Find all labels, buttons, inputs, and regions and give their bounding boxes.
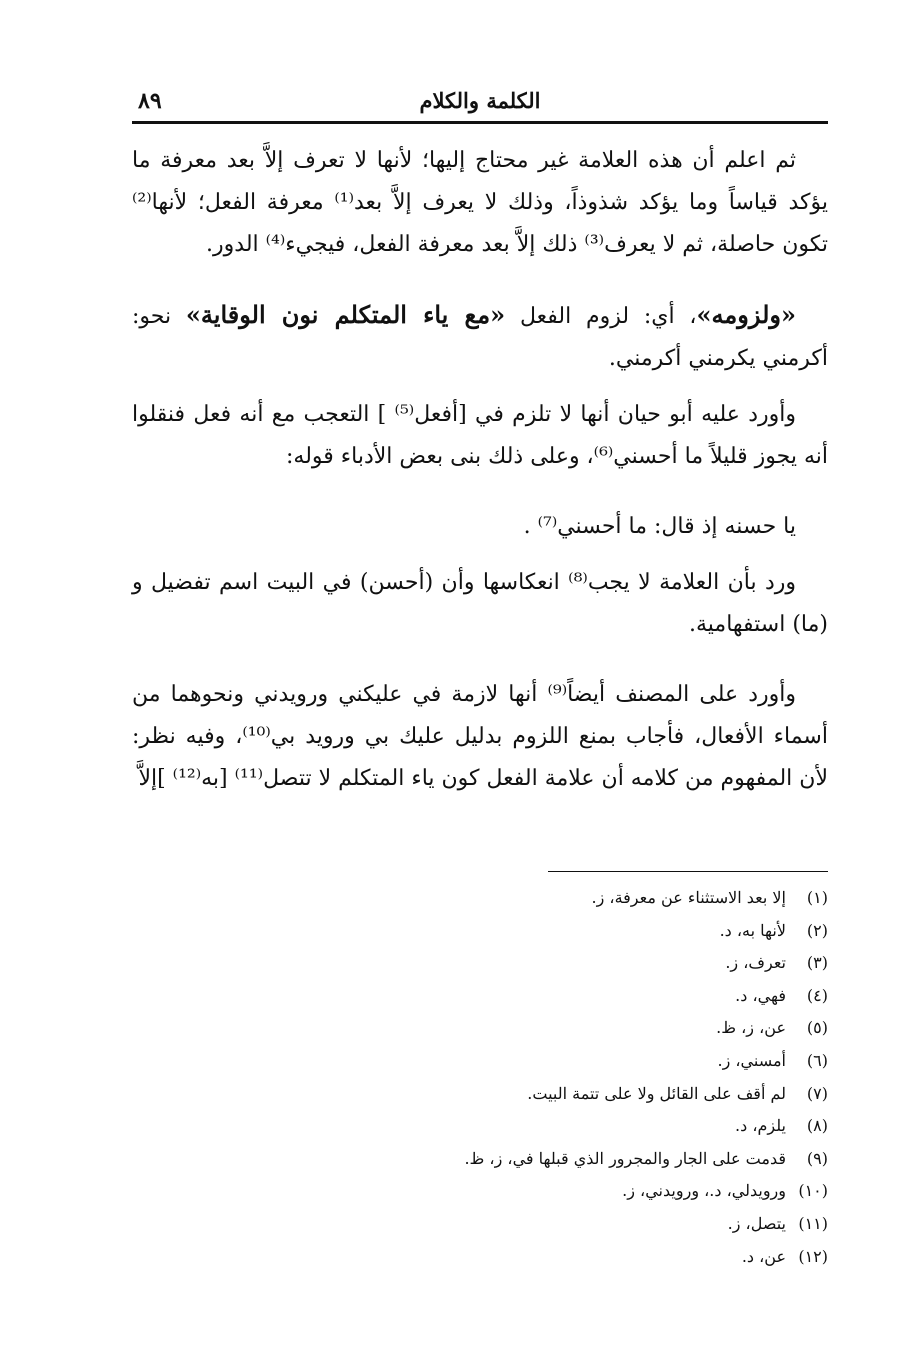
footnote <box>132 980 828 1013</box>
footnote-number: (٧) <box>806 1083 828 1103</box>
footnote-text: ورويدلي، د.، ورويدني، ز. <box>622 1181 786 1201</box>
footnote <box>132 947 828 980</box>
footnote <box>132 915 828 948</box>
footnote-text: قدمت على الجار والمجرور الذي قبلها في، ز، ظ. <box>464 1148 786 1168</box>
paragraph-2 <box>132 294 828 380</box>
footnote <box>132 1143 828 1176</box>
footnote-text: إلا بعد الاستثناء عن معرفة، ز. <box>591 888 786 907</box>
footnote-text: عن، ز، ظ. <box>716 1018 786 1038</box>
footnote <box>132 882 828 915</box>
footnote-text: تعرف، ز. <box>725 953 786 973</box>
footnote-number: (٤) <box>806 985 828 1005</box>
footnote <box>132 1012 828 1045</box>
footnote-number: (٩) <box>806 1148 828 1168</box>
footnote-text: يلزم، د. <box>735 1116 786 1136</box>
paragraph-1: ثم اعلم أن هذه العلامة غير محتاج إليها؛ لأنها لا تعرف إلاَّ بعد معرفة ما يؤكد قياساً وما يؤكد شذوذاً، وذلك لا يعرف إلاَّ بعد⁽¹⁾ معرفة الفعل؛ لأنها⁽²⁾ تكون حاصلة، ثم لا يعرف⁽³⁾ ذلك إلاَّ بعد معرفة الفعل، فيجيء⁽⁴⁾ الدور. <box>132 148 829 257</box>
footnote-number: (١٠) <box>798 1181 828 1201</box>
header-rule <box>132 121 828 124</box>
running-title: الكلمة والكلام <box>419 88 541 113</box>
paragraph-6: وأورد على المصنف أيضاً⁽⁹⁾ أنها لازمة في عليكني ورويدني ونحوهما من أسماء الأفعال، فأجاب بمنع اللزوم بدليل عليك بي وروید بي⁽¹⁰⁾، وفيه نظر: لأن المفهوم من كلامه أن علامة الفعل كون ياء المتكلم لا تتصل⁽¹¹⁾ [به⁽¹²⁾ ]إلاَّ <box>132 682 828 791</box>
footnote-text: أمسني، ز. <box>717 1050 786 1070</box>
footnote-number: (١٢) <box>798 1246 828 1266</box>
page-number: ٨٩ <box>138 88 162 114</box>
footnote-rule <box>548 871 828 872</box>
footnote-text: لأنها به، د. <box>719 920 786 940</box>
footnote <box>132 1208 828 1241</box>
footnote-number: (٣) <box>806 953 828 973</box>
footnote-text: عن، د. <box>741 1246 786 1266</box>
verse-line: يا حسنه إذ قال: ما أحسني⁽⁷⁾ . <box>523 514 796 539</box>
footnote-text: فهي، د. <box>735 985 786 1005</box>
running-head <box>132 84 828 118</box>
paragraph-5: ورد بأن العلامة لا يجب⁽⁸⁾ انعكاسها وأن (أحسن) في البيت اسم تفضيل و (ما) استفهامية. <box>132 570 828 637</box>
quoted-matn-1: «ولزومه» <box>696 300 796 329</box>
footnote-number: (١١) <box>798 1213 828 1233</box>
footnote <box>132 1241 828 1274</box>
footnote <box>132 1078 828 1111</box>
footnote-number: (١) <box>806 888 828 907</box>
footnote-number: (٢) <box>806 920 828 940</box>
footnote-text: لم أقف على القائل ولا على تتمة البيت. <box>527 1083 786 1103</box>
footnote-number: (٥) <box>806 1018 828 1038</box>
paragraph-2-rest: نحو: أكرمني يكرمني أكرمني. <box>132 304 828 371</box>
footnote-text: يتصل، ز. <box>727 1213 786 1233</box>
quoted-matn-2: «مع ياء المتكلم نون الوقاية» <box>185 300 506 329</box>
main-text <box>132 140 828 800</box>
footnote-number: (٦) <box>806 1050 828 1070</box>
footnote <box>132 1175 828 1208</box>
paragraph-3: وأورد عليه أبو حيان أنها لا تلزم في [أفعل⁽⁵⁾ ] التعجب مع أنه فعل فنقلوا أنه يجوز قليلاً ما أحسني⁽⁶⁾، وعلى ذلك بنى بعض الأدباء قوله: <box>132 402 828 469</box>
footnote <box>132 1045 828 1078</box>
footnote <box>132 1110 828 1143</box>
paragraph-2-mid: ، أي: لزوم الفعل <box>505 304 697 329</box>
footnote-number: (٨) <box>806 1116 828 1136</box>
footnotes <box>132 882 828 1273</box>
